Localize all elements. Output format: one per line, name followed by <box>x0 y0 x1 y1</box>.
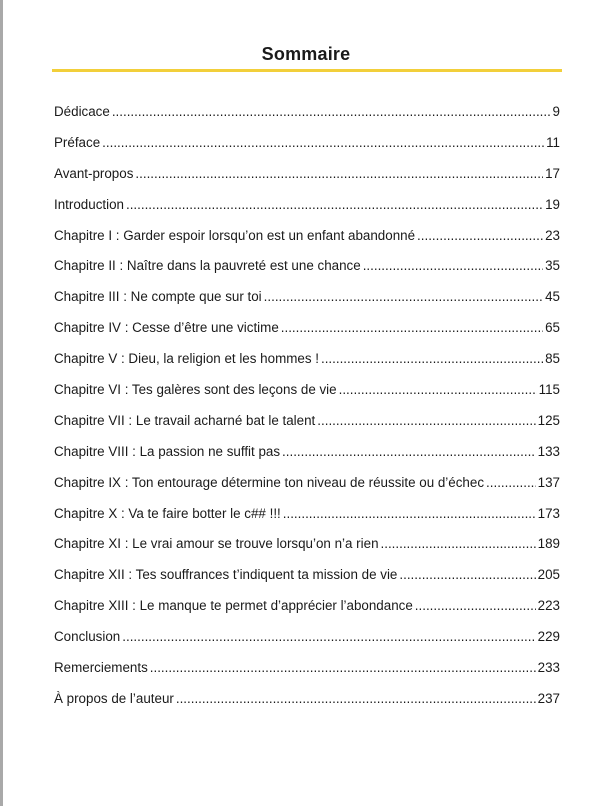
toc-dot-leader <box>486 473 536 493</box>
toc-entry[interactable] <box>54 287 560 318</box>
toc-entry-page-number: 115 <box>538 382 560 398</box>
toc-dot-leader <box>135 164 543 184</box>
toc-entry-label: Chapitre IX : Ton entourage détermine ton niveau de réussite ou d’échec <box>54 474 485 490</box>
toc-entry-label: Chapitre V : Dieu, la religion et les hommes ! <box>54 351 319 367</box>
toc-entry[interactable] <box>54 133 560 164</box>
toc-entry-label: Chapitre I : Garder espoir lorsqu’on est un enfant abandonné <box>54 227 416 243</box>
toc-entry[interactable] <box>54 164 560 195</box>
toc-entry[interactable] <box>54 689 560 720</box>
page-title: Sommaire <box>261 44 351 64</box>
toc-entry[interactable] <box>54 596 560 627</box>
toc-dot-leader <box>339 380 537 400</box>
toc-entry-label: Dédicace <box>54 104 110 119</box>
toc-entry-page-number: 205 <box>537 567 560 583</box>
toc-entry-page-number: 125 <box>537 412 560 428</box>
toc-dot-leader <box>417 226 543 246</box>
toc-dot-leader <box>281 318 543 338</box>
toc-dot-leader <box>112 102 551 122</box>
toc-dot-leader <box>150 658 536 678</box>
table-of-contents <box>54 102 560 720</box>
toc-entry-page-number: 233 <box>537 660 560 676</box>
toc-entry-page-number: 137 <box>537 474 560 490</box>
toc-entry-page-number: 85 <box>545 351 560 367</box>
toc-entry-page-number: 45 <box>545 289 560 305</box>
toc-dot-leader <box>126 195 543 215</box>
toc-entry-label: Chapitre XIII : Le manque te permet d’apprécier l’abondance <box>54 598 413 614</box>
toc-entry[interactable] <box>54 195 560 226</box>
toc-entry-page-number: 65 <box>545 320 560 336</box>
toc-entry-page-number: 23 <box>545 227 560 243</box>
toc-entry-page-number: 237 <box>537 690 560 706</box>
toc-entry-page-number: 9 <box>552 104 560 119</box>
toc-entry-page-number: 35 <box>545 258 560 274</box>
toc-entry-page-number: 17 <box>545 165 560 181</box>
toc-entry-label: Avant-propos <box>54 165 134 181</box>
toc-entry-label: Chapitre II : Naître dans la pauvreté est une chance <box>54 258 361 274</box>
toc-entry[interactable] <box>54 318 560 349</box>
toc-entry[interactable] <box>54 442 560 473</box>
toc-entry-label: Chapitre VII : Le travail acharné bat le talent <box>54 412 316 428</box>
toc-entry[interactable] <box>54 627 560 658</box>
toc-entry-label: Chapitre IV : Cesse d’être une victime <box>54 320 279 336</box>
toc-entry[interactable] <box>54 473 560 504</box>
toc-entry[interactable] <box>54 349 560 380</box>
toc-entry-page-number: 229 <box>537 629 560 645</box>
toc-entry-label: Chapitre VI : Tes galères sont des leçons de vie <box>54 382 337 398</box>
toc-dot-leader <box>317 411 535 431</box>
toc-entry-page-number: 133 <box>537 443 560 459</box>
toc-dot-leader <box>399 565 535 585</box>
toc-entry-page-number: 189 <box>537 536 560 552</box>
toc-entry-label: Chapitre X : Va te faire botter le c## !!! <box>54 505 281 521</box>
toc-entry[interactable] <box>54 658 560 689</box>
toc-entry[interactable] <box>54 565 560 596</box>
toc-dot-leader <box>381 534 536 554</box>
toc-entry-label: Introduction <box>54 196 124 212</box>
toc-entry-label: À propos de l’auteur <box>54 690 174 706</box>
toc-dot-leader <box>102 133 544 153</box>
toc-entry-label: Remerciements <box>54 660 148 676</box>
toc-entry-label: Chapitre III : Ne compte que sur toi <box>54 289 262 305</box>
toc-entry-label: Chapitre XII : Tes souffrances t’indiquent ta mission de vie <box>54 567 398 583</box>
toc-dot-leader <box>321 349 543 369</box>
toc-entry[interactable] <box>54 504 560 535</box>
toc-dot-leader <box>363 256 543 276</box>
toc-entry-page-number: 173 <box>537 505 560 521</box>
toc-entry-page-number: 11 <box>546 134 560 150</box>
toc-entry-page-number: 19 <box>545 196 560 212</box>
toc-dot-leader <box>282 442 536 462</box>
toc-entry[interactable] <box>54 380 560 411</box>
toc-entry[interactable] <box>54 256 560 287</box>
toc-entry-label: Conclusion <box>54 629 121 645</box>
toc-entry[interactable] <box>54 534 560 565</box>
toc-dot-leader <box>283 504 536 524</box>
toc-entry-label: Chapitre XI : Le vrai amour se trouve lorsqu’on n’a rien <box>54 536 379 552</box>
toc-dot-leader <box>415 596 536 616</box>
toc-entry[interactable] <box>54 226 560 257</box>
toc-entry[interactable] <box>54 102 560 133</box>
toc-entry-label: Chapitre VIII : La passion ne suffit pas <box>54 443 281 459</box>
toc-dot-leader <box>176 689 536 709</box>
toc-entry[interactable] <box>54 411 560 442</box>
toc-entry-page-number: 223 <box>537 598 560 614</box>
toc-dot-leader <box>264 287 543 307</box>
title-underline <box>52 69 562 72</box>
toc-dot-leader <box>122 627 535 647</box>
toc-entry-label: Préface <box>54 134 101 150</box>
